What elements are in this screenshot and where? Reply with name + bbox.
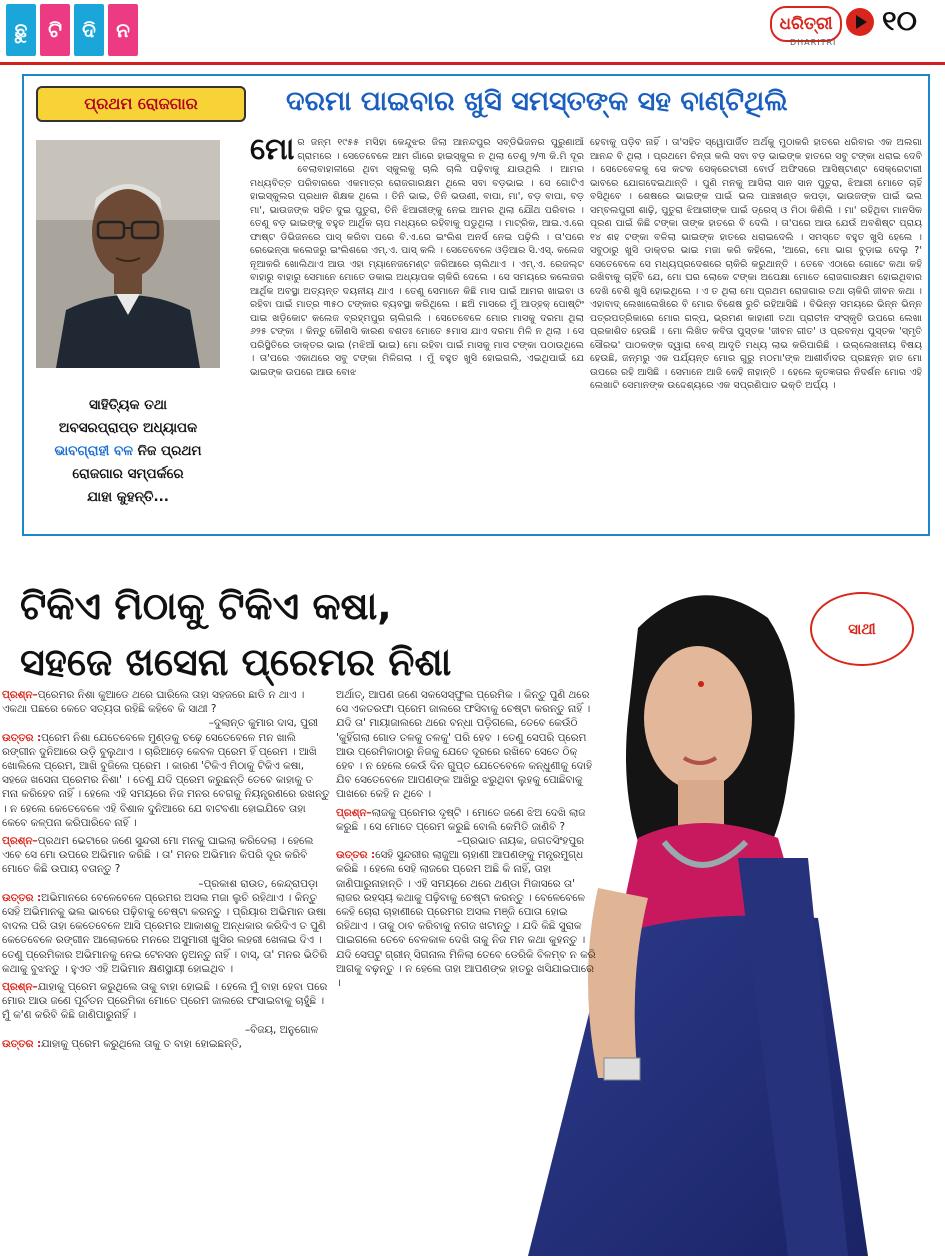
feature-title-line: ସହଜେ ଖସେନା ପ୍ରେମର ନିଶା bbox=[20, 640, 452, 684]
question bbox=[2, 980, 330, 1037]
article-headline: ଦରମା ପାଇବାର ଖୁସି ସମସ୍ତଙ୍କ ସହ ବାଣ୍ଟିଥିଲି bbox=[286, 86, 788, 117]
section-tile: ଦି bbox=[74, 4, 104, 56]
answer-text: ପ୍ରେମ ନିଶା ଯେତେବେଳେ ମୁଣ୍ଡକୁ ଚଢ଼େ ସେତେବେଳେ ମନ ଖାଲି ରଙ୍ଗୀନ ଦୁନିଆରେ ଉଡ଼ି ବୁଲୁଥାଏ । ଚାରିଆଡ଼େ କେବଳ ପ୍ରେମ ହିଁ ପ୍ରେମ । ଆଖି ଖୋଲିଲେ ପ୍ରେମ, ଆଖି ବୁଜିଲେ ପ୍ରେମ । କାରଣ 'ଟିକିଏ ମିଠାକୁ ଟିକିଏ କଷା, ସହଜେ ଖସେନା ପ୍ରେମର ନିଶା' । ତେଣୁ ଯଦି ପ୍ରେମ କରୁଛନ୍ତି ତେବେ କାହାକୁ ତ ମନା କରିହେବ ନାହିଁ । ହେଲେ ଏହି ସମୟରେ ନିଜ ମନର ବେଗକୁ ନିୟନ୍ତ୍ରଣରେ ରଖନ୍ତୁ । ନ ହେଲେ କେତେବେଳେ ଏହି ବିଶାଳ ଦୁନିଆରେ ଯେ ବାଟବଣା ହୋଇଯିବେ ତାହା କେବେ କଳ୍ପନା କରିପାରିବେ ନାହିଁ । bbox=[2, 731, 330, 829]
author-caption bbox=[36, 394, 220, 509]
feature-title bbox=[20, 578, 580, 690]
question-signature: –ବିଜୟ, ଅନୁଗୋଳ bbox=[244, 1023, 318, 1036]
answer-text: ଅଭିମାନରେ ବେଳେବେଳେ ପ୍ରେମର ଅସଲ ମଜା ଲୁଚି ରହିଥାଏ । କିନ୍ତୁ ସେହି ଅଭିମାନକୁ ଭଲ ଭାବରେ ପଢ଼ିବାକୁ ଚେଷ୍ଟା କରନ୍ତୁ । ପ୍ରିୟାର ଅଭିମାନ ଉଷା ବାଦଲ ପରି ତାହା କେତେବେଳେ ଆସି ପ୍ରେମର ଆକାଶକୁ ଅନ୍ଧକାର କରିଦିଏ ତ ପୁଣି କେତେବେଳେ ରଙ୍ଗୀନ ଆଲୋକରେ ମନରେ ଅସୁମାରୀ ଖୁସିର ଲହରୀ ଖେଳାଇ ଦିଏ । ତେଣୁ ପ୍ରେମିକାର ଅଭିମାନକୁ ନେଇ ଟେନସନ ନୁଅନ୍ତୁ ନାହିଁ । ବାସ୍, ତା' ମନର ଭିତିରି କଥାକୁ ବୁଝନ୍ତୁ । ହୁଏତ ଏହି ଅଭିମାନ କ୍ଷଣସ୍ଥାୟୀ ହୋଇଥିବ । bbox=[2, 891, 328, 975]
caption-line: ସାହିତ୍ୟିକ ତଥା bbox=[89, 397, 167, 413]
article-column-2 bbox=[590, 136, 922, 532]
caption-line: ରୋଜଗାର ସମ୍ପର୍କରେ bbox=[72, 466, 184, 482]
answer-label: ଉତ୍ତର : bbox=[2, 1037, 42, 1050]
page-number: ୧୦ bbox=[882, 4, 917, 37]
article-body: ର ଜନ୍ମ ୧୯୫୫ ମସିହା କେନ୍ଦୁଝର ଜିଲା ଆନନ୍ଦପୁର ସବ୍‌ଡିଭିଜନର ପୁରୁଣାଆଁ ଗ୍ରାମରେ । ସେତେବେଳେ ଆମ ଗାଁରେ ହାଇସ୍କୁଲ ନ ଥିଲା ତେଣୁ ୨/୩ କି.ମି ଦୂର ବେଲାବାହାଳୀରେ ଥିବା ସ୍କୁଲକୁ ଚାଲି ଚାଲି ପଢ଼ିବାକୁ ଯାଉଥିଲି । ଆମର ମଧ୍ୟବିତ୍ତ ପରିବାରରେ ଏକମାତ୍ର ରୋଜଗାରକ୍ଷମ ଥିଲେ ସବା ବଡ଼ଭାଇ । ସେ ଗୋଟିଏ ହାଇସ୍କୁଲର ପ୍ରଧାନ ଶିକ୍ଷକ ଥିଲେ । ତିନି ଭାଇ, ତିନି ଭଉଣୀ, ବାପା, ମା', ବଡ଼ ବାପା, ବଡ଼ ମା', ଭାଉଜଙ୍କ ସହିତ ଦୁଇ ପୁତୁରା, ତିନି ଝିଆରୀଙ୍କୁ ନେଇ ଆମର ଥିଲା ଯୌଥ ପରିବାର । ତେଣୁ ବଡ଼ ଭାଇଙ୍କୁ ବହୁତ ଆର୍ଥିକ ଚାପ ମଧ୍ୟରେ ରହିବାକୁ ପଡୁଥିଲା । ମାଟ୍ରିକ, ଆଇ.ଏ.ରେ ଫାଷ୍ଟ ଡିଭିଜନରେ ପାସ୍ କରିବା ପରେ ବି.ଏ.ରେ ଇଂଲିଶ ଅନର୍ସ ନେଇ ପଢ଼ିଲି । ତା'ପରେ ରେଭେନ୍ସା କଲେଜରୁ ଇଂଲିଶରେ ଏମ୍.ଏ. ପାସ୍ କଲି । ସେତେବେଳେ ଓଡ଼ିଆର ସି.ଏସ୍. କଲେଜ ନୂଆକରି ଖୋଲିଥାଏ ଆଉ ଏହା ମ୍ୟାନେଜମେଣ୍ଟ ଜରିଆରେ ଚାଲିଥାଏ । ଏମ୍.ଏ. ରେଜଲ୍ଟ ବାହାରୁ ବାହାରୁ ସେମାନେ ମୋତେ ଡକାଇ ଅଧ୍ୟାପକ ଚାକିରି ଦେଲେ । ସେ ସମୟରେ କଲେଜର ଆର୍ଥିକ ଅବସ୍ଥା ଅତ୍ୟନ୍ତ ଦୟନୀୟ ଥାଏ । ତେଣୁ ସେମାନେ କିଛି ମାସ ପାଇଁ ଆମର ଖାଇବା ଓ ରହିବା ପାଇଁ ମାତ୍ର ୩୫୦ ଟଙ୍କାର ବ୍ୟବସ୍ଥା କରିଥିଲେ । ଛଅି ମାସରେ ମୁଁ ଆଡ୍‌ହକ୍ ପୋଷ୍ଟିଂ ପାଇ ଖଡ଼ିକୋଟ କଲେଜ ବ୍ରହ୍ମପୁର ଚାଲିଗଲି । ସେତେବେଳେ ମୋର ମାସକୁ ଦରମା ଥିଲା ୬୨୫ ଟଙ୍କା । କିନ୍ତୁ କୌଣସି କାରଣ ବଶତଃ ମୋତେ ୫ମାସ ଯାଏ ଦରମା ମିଳି ନ ଥିଲା । ସେ ପରିସ୍ଥିତିରେ ଡାକ୍ତର ଭାଇ (ମଝିଆଁ ଭାଇ) ମୋ ରହିବା ପାଇଁ ମାସକୁ ମାସ ଟଙ୍କା ପଠାଉଥିଲେ । ତା'ପରେ ଏକାଥରେ ସବୁ ଟଙ୍କା ମିଳିଗଲା । ମୁଁ ବହୁତ ଖୁସି ହୋଇଗଲି, ଏଇଥିପାଇଁ ଯେ ଭାଇଙ୍କ ଉପରେ ଆଉ ବୋଝ bbox=[250, 137, 584, 378]
newspaper-logo: ଧରିତ୍ରୀ bbox=[770, 6, 842, 42]
newspaper-logo-sub: DHARITRI bbox=[790, 38, 837, 47]
question-signature: –ଦୁଲାନ୍ତ କୁମାର ଦାସ, ପୁରୀ bbox=[208, 717, 318, 730]
answer bbox=[2, 891, 330, 976]
drop-cap: ମୋ bbox=[250, 136, 295, 167]
answer-label: ଉତ୍ତର : bbox=[336, 849, 376, 862]
first-earning-article bbox=[22, 74, 930, 536]
question-label: ପ୍ରଶ୍ନ– bbox=[2, 689, 38, 701]
answer-continued: ଅର୍ଥାତ୍, ଆପଣ ଜଣେ ସକସେସ୍‌ଫୁଲ ପ୍ରେମିକ । କିନ୍ତୁ ପୁଣି ଥରେ ସେ ଏକତରଫା ପ୍ରେମ ଜାଲରେ ଫସିବାକୁ ଚେଷ୍ଟା କରନ୍ତୁ ନାହିଁ । ଯଦି ତା' ମାୟାଜାଲରେ ଥରେ ବନ୍ଧା ପଡ଼ିଗଲେ, ତେବେ କେଉଁଠି 'କୁହିଁଗଲା ଗୋଡ ତଳକୁ ତଳକୁ' ପରି ହେବ । ତେଣୁ ସେପରି ପ୍ରେମ ଆଉ ପ୍ରେମିକାଠାରୁ ନିଜକୁ ଯେତେ ଦୂରରେ ରଖିବେ ସେତେ ଠିକ୍ ହେବ । ନ ହେଲେ କେଉଁ ଦିନ ଗୁପ୍ତ ଯେତେବେଳେ କନ୍ଧୁଣୀକୁ ଦୋହି ଯିବ ସେତେବେଳେ ଆପଣଙ୍କ ଆଖିରୁ ଝରୁଥିବା ଲୁହକୁ ପୋଛିବାକୁ ପାଖରେ କେହି ନ ଥିବେ । bbox=[336, 689, 593, 801]
caption-text: ନିଜ ପ୍ରଥମ bbox=[132, 443, 202, 459]
divider bbox=[0, 62, 945, 65]
answer-label: ଉତ୍ତର : bbox=[2, 891, 42, 904]
question-text: ପ୍ରଥମ ଭେଟାରେ ଜଣେ ସୁନ୍ଦରୀ ମୋ ମନକୁ ଘାଇଲା କରିଦେଲା । ହେଲେ ଏବେ ସେ ମୋ ଉପରେ ଅଭିମାନ କରିଛି । ତା' ମନର ଅଭିମାନ କିପରି ଦୂର କରିବି ମୋତେ କିଛି ଉପାୟ ବତାନ୍ତୁ ? bbox=[2, 835, 314, 876]
question-text: ଲାଜକୁ ପ୍ରେମର ଦୃଷ୍ଟି । ମୋତେ ଜଣେ ଝିଅ ଦେଖି ଲାଜ କରୁଛି । ସେ ମୋତେ ପ୍ରେମ କରୁଛି ବୋଲି କେମିତି ଜାଣିବି ? bbox=[336, 806, 586, 833]
answer-label: ଉତ୍ତର : bbox=[2, 731, 42, 744]
qa-column-2 bbox=[336, 688, 596, 1254]
section-title-tiles bbox=[6, 4, 138, 56]
article-body: ହେବାକୁ ପଡ଼ିବ ନାହିଁ । ତା'ସହିତ ସ୍ୱୋପାର୍ଜିତ ଅର୍ଥକୁ ମୁଠାକରି ହାତରେ ଧରିବାର ଏକ ଅଲଗା ଆନନ୍ଦ ବି ଥିଲା । ପ୍ରଥମେ ଚିନ୍ତା କଲି ସବା ବଡ଼ ଭାଇଙ୍କ ହାତରେ ସବୁ ଟଙ୍କା ଧରାଇ ଦେବି । ସେତେବେଳକୁ ସେ କଟକ ସେକ୍ରେଟାରୀ ବୋର୍ଡ ଅଫିସରେ ଆସିଷ୍ଟାଣ୍ଟ ସେକ୍ରେଟାରୀ ଭାବରେ ଯୋଗଦେଇଥାନ୍ତି । ପୁଣି ମନକୁ ଆସିଲା ସାନ ସାନ ପୁତୁରା, ଝିଆରୀ ମୋତେ ଚାହିଁ ବସିଥିବେ । ଶେଷରେ ଭାଇଙ୍କ ପାଇଁ ଭଲ ପାଞ୍ଚଖଣ୍ଡ କପଡ଼ା, ଭାଉଜଙ୍କ ପାଇଁ ଭଲ ସମ୍ବଲପୁରୀ ଶାଢ଼ି, ପୁତୁରା ଝିଆରୀଙ୍କ ପାଇଁ ଡ୍ରେସ୍ ଓ ମିଠା କିଣିଲି । ମା' ରହିଥିବା ମାନସିକ ପୂରଣ ପାଇଁ କିଛି ଟଙ୍କା ତାଙ୍କ ହାତରେ ବି ଦେଲି । ତା'ପରେ ଆଉ ଯେଉଁ ଅବଶିଷ୍ଟ ପ୍ରାୟ ୧୪ ଶହ ଟଙ୍କା ବଳିଲା ଭାଇଙ୍କ ହାତରେ ଧରାଇଦେଲି । ସମସ୍ତେ ବହୁତ ଖୁସି ହେଲେ । ସବୁଠାରୁ ଖୁସି ଡାକ୍ତର ଭାଇ ମଜା କରି କହିଲେ, 'ଆରେ, ମୋ ଭାଗ ବୁଡ଼ାଇ ଦେଲୁ ?' ସେତେବେଳେ ସେ ମଧ୍ୟପ୍ରଦେଶରେ ଚାକିରି କରୁଥାନ୍ତି । ତେବେ ଏଠାରେ ଗୋଟେ କଥା କହି ରଖିବାକୁ ଚାହିଁବି ଯେ, ମୋ ଘର ଲୋକେ ଟଙ୍କା ଅପେକ୍ଷା ମୋତେ ରୋଜଗାରକ୍ଷମ ହୋଇଥିବାର ଦେଖି ବେଶି ଖୁସି ହୋଇଥିଲେ । ଏ ତ ଥିଲା ମୋ ପ୍ରଥମ ରୋଜଗାର ତଥା ଚାକିରି ଜୀବନ କଥା । ଏହାବାଦ୍ ଲେଖାଲେଖିରେ ବି ମୋର ବିଶେଷ ରୁଚି ରହିଆସିଛି । ବିଭିନ୍ନ ସମୟରେ ଭିନ୍ନ ଭିନ୍ନ ପତ୍ରପତ୍ରିକାରେ ମୋର ଗଳ୍ପ, ଭ୍ରମଣ କାହାଣୀ ତଥା ପ୍ରାଚୀନ ସଂସ୍କୃତି ଉପରେ ଲେଖା ପ୍ରକାଶିତ ହେଉଛି । ମୋ ଲିଖିତ କବିତା ପୁସ୍ତକ 'ଜୀବନ ଗୀତ' ଓ ପ୍ରବନ୍ଧ ପୁସ୍ତକ 'ସ୍ମୃତି ସୌରଭ' ପାଠକଙ୍କ ଦ୍ୱାରା ବେଶ୍ ଆଦୃତି ମଧ୍ୟ ଲାଭ କରିପାରିଛି । ଉଲ୍ଲେଖନୀୟ ବିଷୟ ହେଉଛି, ଜନ୍ମରୁ ଏକ ପର୍ଯ୍ୟନ୍ତ ମୋର ଗୁରୁ ମଠମା'ଙ୍କ ଆଶୀର୍ବାଦର ପ୍ରଛନ୍ନ ହାତ ମୋ ଉପରେ ରହି ଆସିଛି । ସେମାନେ ଆଜି କେହି ନାହାନ୍ତି । ହେଲେ କୃତଜ୍ଞତାର ନିଦର୍ଶନ ମୋର ଏହି ଲେଖାଟି ସେମାନଙ୍କ ଉଦ୍ଦେଶ୍ୟରେ ଏକ ସପ୍ରଣିପାତ ଭକ୍ତି ଅର୍ଘ୍ୟ । bbox=[590, 137, 922, 391]
question-signature: –ପ୍ରକାଶ ରାଉତ, କେନ୍ଦ୍ରାପଡ଼ା bbox=[198, 877, 318, 890]
section-tile: ଛୁ bbox=[6, 4, 36, 56]
column-badge: ସାଥୀ bbox=[810, 592, 914, 666]
section-tile: ନ bbox=[108, 4, 138, 56]
section-tile: ଟି bbox=[40, 4, 70, 56]
question bbox=[2, 834, 330, 891]
answer bbox=[336, 848, 596, 990]
masthead bbox=[0, 0, 945, 62]
answer bbox=[2, 731, 330, 830]
answer-text: ସେହି ସୁନ୍ଦରୀର ଲାଜୁଆ ଚାହାଣୀ ଆପଣଙ୍କୁ ମନ୍ତ୍ରମୁଗ୍ଧ କରିଛି । ହେଲେ ସେହି ଲାଜରେ ପ୍ରେମ ଅଛି କି ନାହିଁ, ତାହା ଜାଣିପାରୁନାହାନ୍ତି । ଏହି ସମୟରେ ଥରେ ଥଣ୍ଡା ମିଜାସରେ ତା' ଲାଜର ରହସ୍ୟ କଥାକୁ ପଢ଼ିବାକୁ ଚେଷ୍ଟା କରନ୍ତୁ । ବେଳେବେଳେ କେହି ଚୋରା ଚାହାଣୀରେ ପ୍ରେମର ଅସଲ ମଞ୍ଜି ପୋତା ହୋଇ ରହିଥାଏ । ତାକୁ ଠାବ କରିବାକୁ ନଗଜ ଖଟାନ୍ତୁ । ଯଦି କିଛି ସୁରାକ ପାଇଗଲେ ତେବେ ବେଳକାଳ ଦେଖି ତାକୁ ନିଜ ମନ କଥା କୁହନ୍ତୁ । ଯଦି ସେପଟୁ ଗ୍ରୀନ୍ ସିଗନାଲ ମିଳିଲା ତେବେ ଡେରିକି ବିଳମ୍ବ ନ କରି ଆଗକୁ ବଢ଼ନ୍ତୁ । ନ ହେଲେ ତାହା ଆପଣଙ୍କ ହାତରୁ ଖସିଯାଇପାରେ । bbox=[336, 849, 596, 990]
question-text: ପ୍ରେମର ନିଶା କୁଆଡେ ଥରେ ଘାରିଲେ ତାହା ସହଜରେ ଛାଡି ନ ଥାଏ । ଏକଥା ପଛରେ କେତେ ସତ୍ୟତା ରହିଛି କହିବେ କି ସାଥୀ ? bbox=[2, 689, 305, 716]
play-icon bbox=[846, 8, 874, 36]
question-label: ପ୍ରଶ୍ନ– bbox=[2, 835, 38, 848]
answer-text: ଯାହାକୁ ପ୍ରେମ କରୁଥିଲେ ତାକୁ ତ ବାହା ହୋଇଛନ୍ତି, bbox=[41, 1037, 242, 1050]
question-text: ଯାହାକୁ ପ୍ରେମ କରୁଥିଲେ ତାକୁ ବାହା ହୋଇଛି । ହେଲେ ମୁଁ ବାହା ହେବା ପରେ ମୋର ଆଉ ଜଣେ ପୂର୍ବତନ ପ୍ରେମିକା ମୋତେ ପ୍ରେମ ଜାଲରେ ଫସାଇବାକୁ ଚାହୁଁଛି । ମୁଁ କ'ଣ କରିବି କିଛି ଜାଣିପାରୁନାହିଁ । bbox=[2, 981, 328, 1022]
question-label: ପ୍ରଶ୍ନ– bbox=[2, 981, 38, 994]
caption-line: ଯାହା କୁହନ୍ତି... bbox=[87, 489, 169, 505]
column-tag: ପ୍ରଥମ ରୋଜଗାର bbox=[36, 86, 246, 122]
author-name: ଭାବଗ୍ରାହୀ ବଳ bbox=[54, 443, 133, 459]
qa-column-1 bbox=[2, 688, 330, 1254]
question bbox=[336, 806, 596, 849]
question-label: ପ୍ରଶ୍ନ– bbox=[336, 806, 372, 819]
feature-title-line: ଟିକିଏ ମିଠାକୁ ଟିକିଏ କଷା, bbox=[20, 584, 392, 628]
answer bbox=[2, 1037, 330, 1051]
question bbox=[2, 688, 330, 731]
caption-line bbox=[36, 440, 220, 463]
caption-line: ଅବସରପ୍ରାପ୍ତ ଅଧ୍ୟାପକ bbox=[58, 420, 198, 436]
author-photo bbox=[36, 140, 220, 368]
question-signature: –ପ୍ରଭାତ ନାୟକ, ଜଗତସିଂହପୁର bbox=[456, 835, 584, 848]
article-column-1 bbox=[250, 136, 584, 532]
